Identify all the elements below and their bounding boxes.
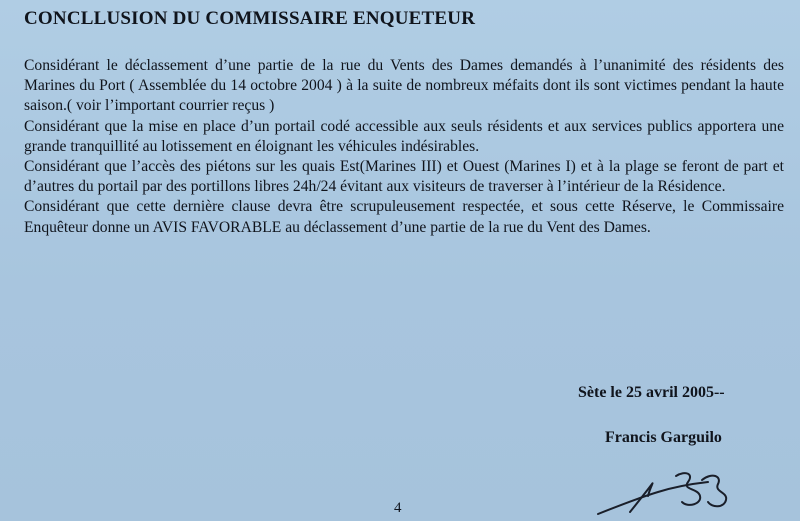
page-number: 4 xyxy=(394,500,402,516)
paragraph-4: Considérant que cette dernière clause devra être scrupuleusement respectée, et sous cette Réserve, le Commissaire Enquêteur donne un AVIS FAVORABLE au déclassement d’une partie de la rue du Vent des Dames. xyxy=(24,198,784,236)
conclusion-body xyxy=(24,56,784,238)
signer-name: Francis Garguilo xyxy=(605,429,722,446)
document-heading: CONCLLUSION DU COMMISSAIRE ENQUETEUR xyxy=(24,8,476,29)
paragraph-1: Considérant le déclassement d’une partie de la rue du Vents des Dames demandés à l’unanimité des résidents des Marines du Port ( Assemblée du 14 octobre 2004 ) à la suite de nombreux méfaits dont ils sont victimes pendant la haute saison.( voir l’important courrier reçus ) xyxy=(24,57,784,115)
paragraph-3: Considérant que l’accès des piétons sur les quais Est(Marines III) et Ouest (Marines I) et à la plage se feront de part et d’autres du portail par des portillons libres 24h/24 évitant aux visiteurs de traverser à l’intérieur de la Résidence. xyxy=(24,158,784,196)
handwritten-signature xyxy=(590,462,740,518)
paragraph-2: Considérant que la mise en place d’un portail codé accessible aux seuls résidents et aux services publics apportera une grande tranquillité au lotissement en éloignant les véhicules indésirables. xyxy=(24,117,784,155)
date-line: Sète le 25 avril 2005-- xyxy=(578,384,725,401)
